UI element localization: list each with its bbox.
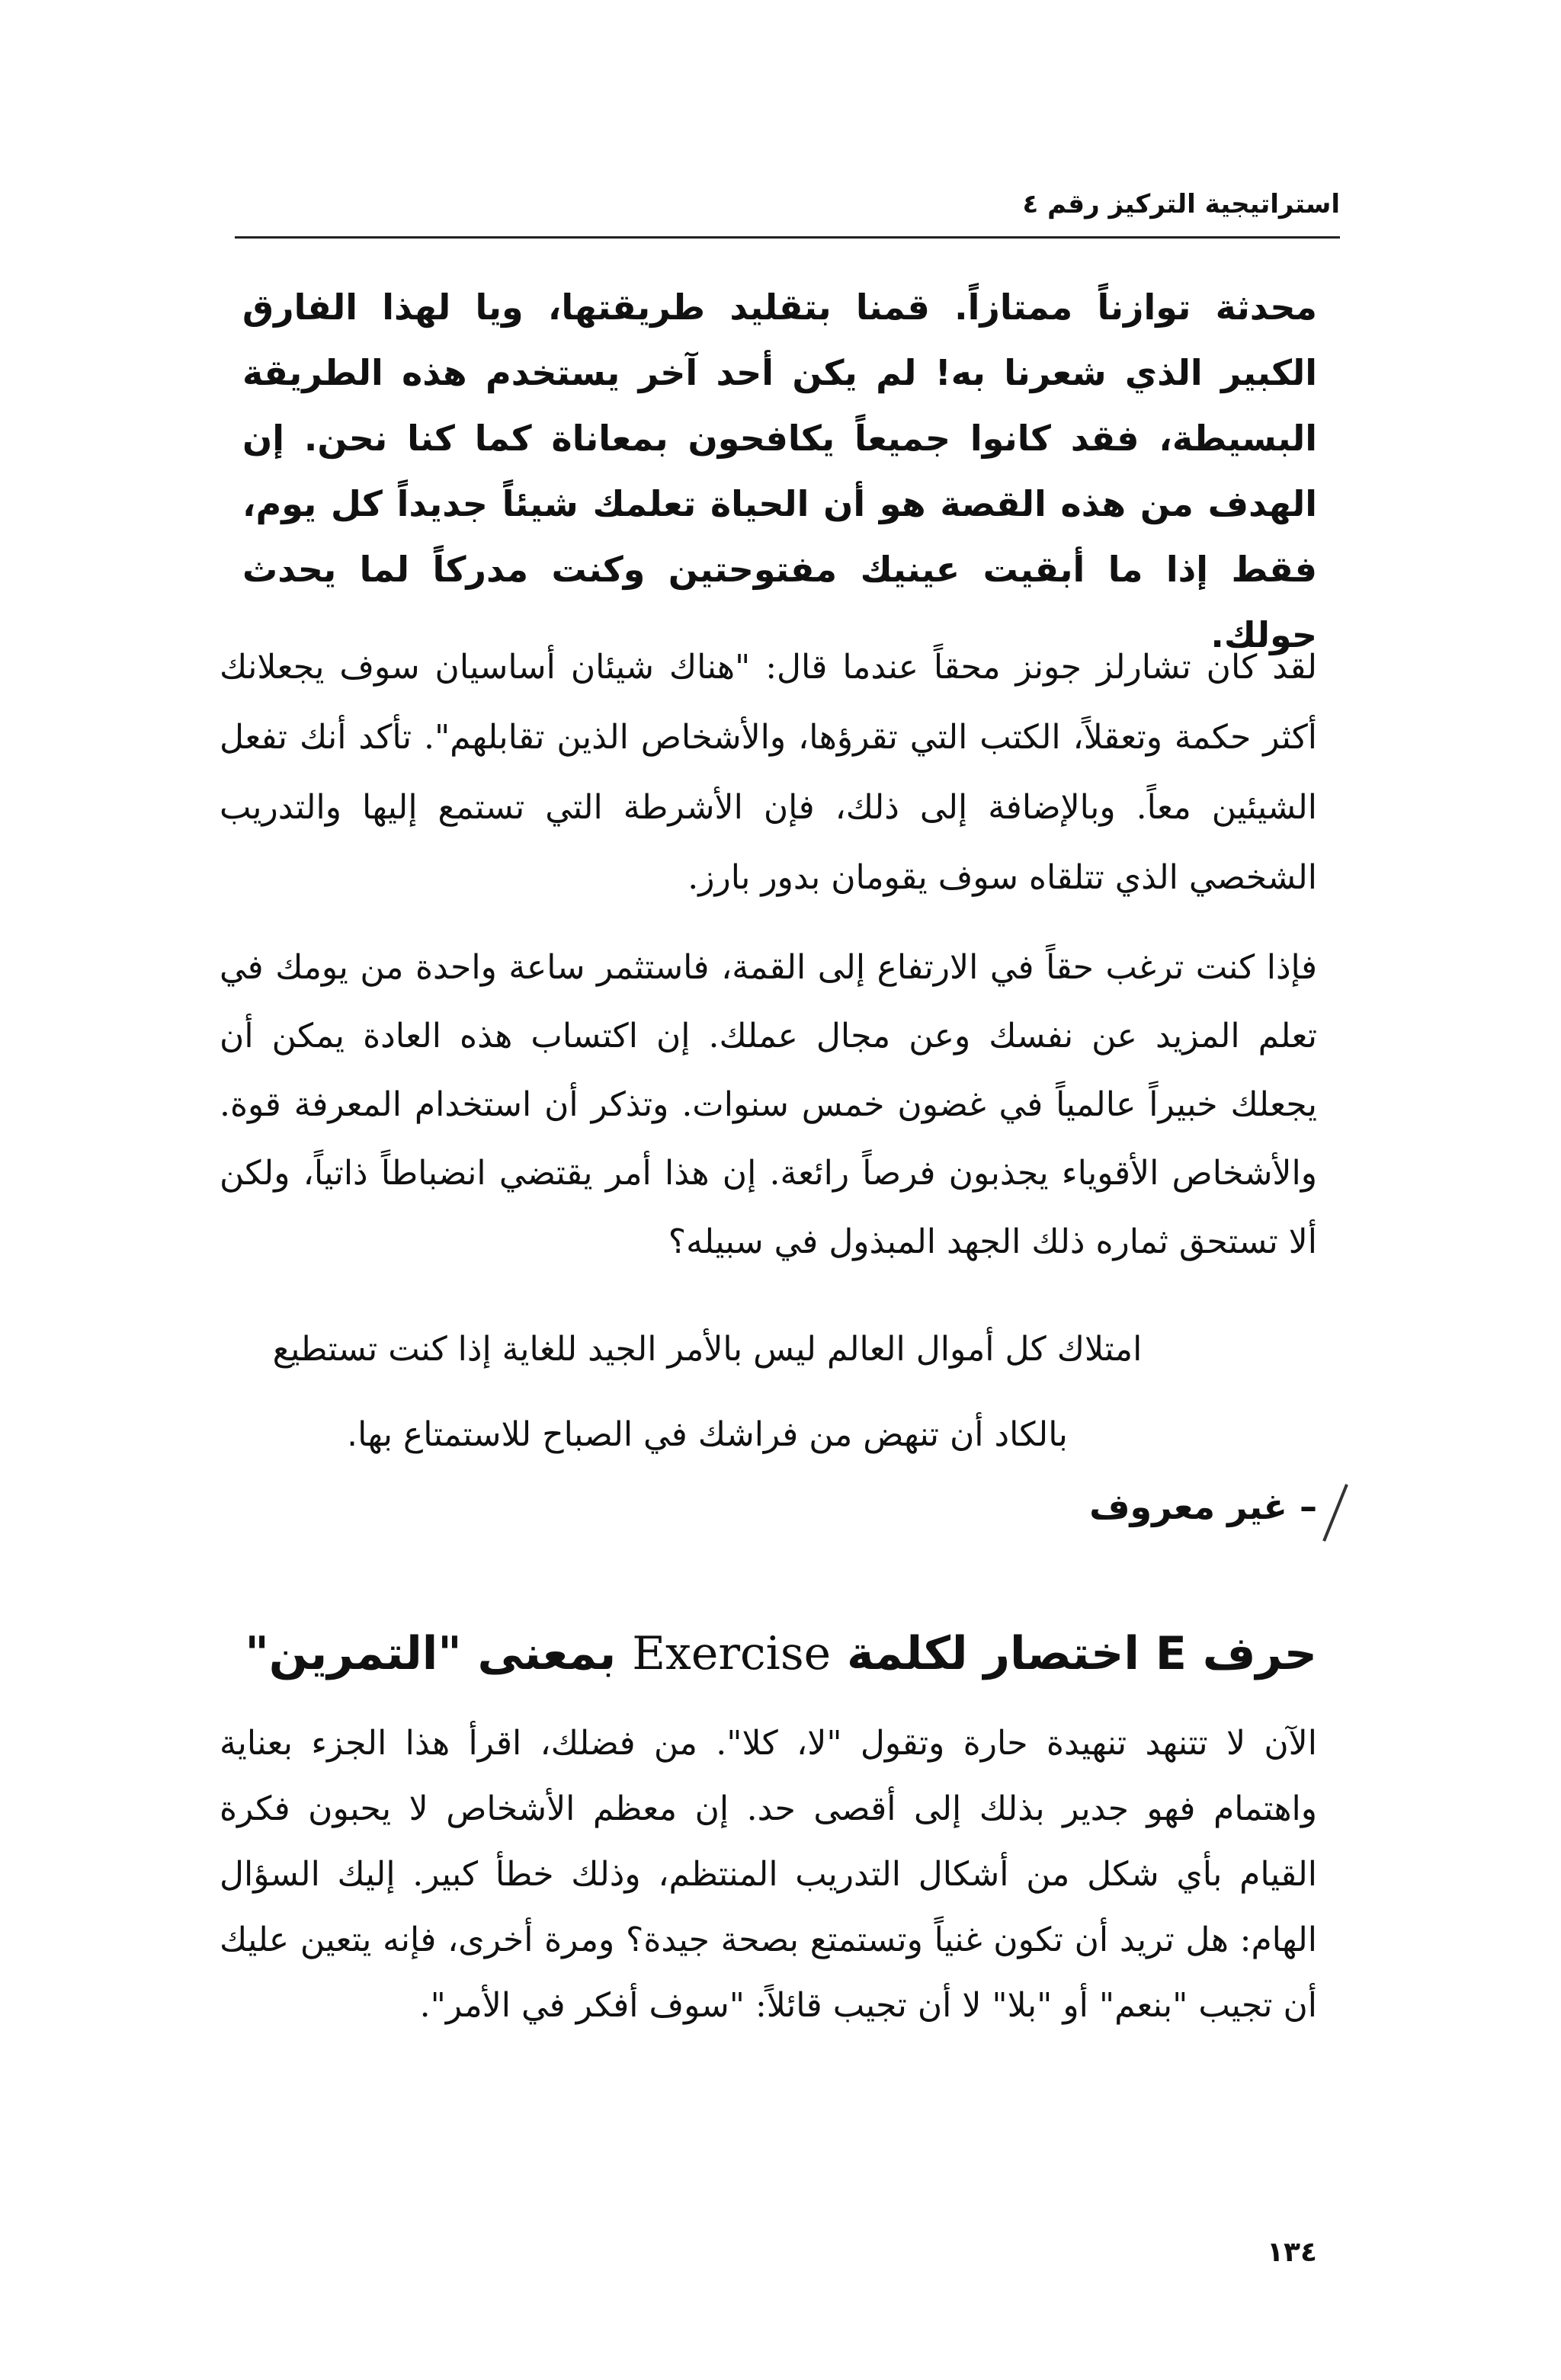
quote-block <box>250 1307 1165 1478</box>
quote-author: – غير معروف <box>1089 1486 1317 1527</box>
running-header-title: استراتيجية التركيز رقم ٤ <box>1022 189 1340 219</box>
paragraph-1: محدثة توازناً ممتازاً. قمنا بتقليد طريقتها، ويا لهذا الفارق الكبير الذي شعرنا به! لم يكن أحد آخر يستخدم هذه الطريقة البسيطة، فقد كانوا جميعاً يكافحون بمعاناة كما كنا نحن. إن الهدف من هذه القصة هو أن الحياة تعلمك شيئاً جديداً كل يوم، فقط إذا ما أبقيت عينيك مفتوحتين وكنت مدركاً لما يحدث حولك. <box>242 287 1317 655</box>
quote-line-1: امتلاك كل أموال العالم ليس بالأمر الجيد للغاية إذا كنت تستطيع <box>272 1330 1143 1369</box>
paragraph-2: لقد كان تشارلز جونز محقاً عندما قال: "هناك شيئان أساسيان سوف يجعلانك أكثر حكمة وتعقلاً، الكتب التي تقرؤها، والأشخاص الذين تقابلهم". تأكد أنك تفعل الشيئين معاً. وبالإضافة إلى ذلك، فإن الأشرطة التي تستمع إليها والتدريب الشخصي الذي تتلقاه سوف يقومان بدور بارز. <box>220 648 1317 897</box>
pen-mark <box>1322 1484 1348 1542</box>
section-heading-latin: Exercise <box>632 1627 832 1680</box>
running-header <box>235 183 1340 239</box>
section-heading <box>220 1616 1317 1692</box>
page-number: ١٣٤ <box>1267 2237 1317 2268</box>
paragraph-3: فإذا كنت ترغب حقاً في الارتفاع إلى القمة، فاستثمر ساعة واحدة من يومك في تعلم المزيد عن نفسك وعن مجال عملك. إن اكتساب هذه العادة يمكن أن يجعلك خبيراً عالمياً في غضون خمس سنوات. وتذكر أن استخدام المعرفة قوة. والأشخاص الأقوياء يجذبون فرصاً رائعة. إن هذا أمر يقتضي انضباطاً ذاتياً، ولكن ألا تستحق ثماره ذلك الجهد المبذول في سبيله؟ <box>220 948 1317 1261</box>
section-heading-prefix: حرف E اختصار لكلمة <box>847 1627 1317 1680</box>
quote-line-2: بالكاد أن تنهض من فراشك في الصباح للاستمتاع بها. <box>347 1415 1068 1454</box>
section-paragraph: الآن لا تتنهد تنهيدة حارة وتقول "لا، كلا". من فضلك، اقرأ هذا الجزء بعناية واهتمام فهو جدير بذلك إلى أقصى حد. إن معظم الأشخاص لا يحبون فكرة القيام بأي شكل من أشكال التدريب المنتظم، وذلك خطأ كبير. إليك السؤال الهام: هل تريد أن تكون غنياً وتستمتع بصحة جيدة؟ ومرة أخرى، فإنه يتعين عليك أن تجيب "بنعم" أو "بلا" لا أن تجيب قائلاً: "سوف أفكر في الأمر". <box>220 1724 1317 2025</box>
section-heading-suffix: بمعنى "التمرين" <box>245 1627 617 1680</box>
